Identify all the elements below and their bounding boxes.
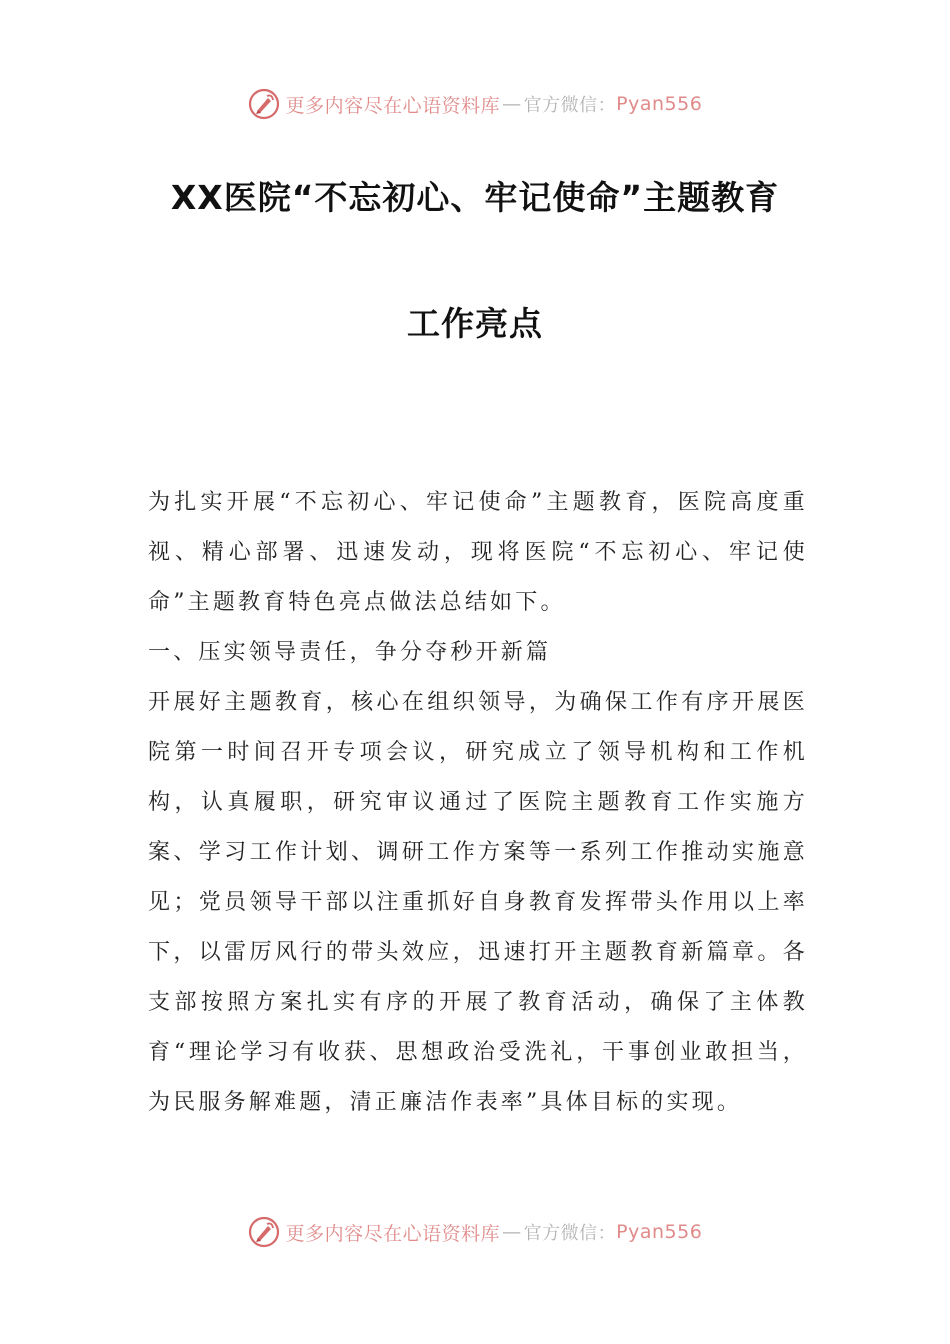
section-heading: 一、压实领导责任，争分夺秒开新篇 bbox=[148, 640, 552, 665]
document-title-line-1: XX医院“不忘初心、牢记使命”主题教育 bbox=[170, 178, 780, 217]
document-body bbox=[148, 478, 808, 1128]
pen-nib-logo-icon bbox=[248, 88, 280, 120]
watermark-wechat-id: Pyan556 bbox=[616, 1221, 703, 1243]
watermark-brand: 更多内容尽在心语资料库 bbox=[285, 94, 501, 117]
body-paragraph: 开展好主题教育，核心在组织领导，为确保工作有序开展医院第一时间召开专项会议，研究成立了领导机构和工作机构，认真履职，研究审议通过了医院主题教育工作实施方案、学习工作计划、调研工作方案等一系列工作推动实施意见；党员领导干部以注重抓好自身教育发挥带头作用以上率下，以雷厉风行的带头效应，迅速打开主题教育新篇章。各支部按照方案扎实有序的开展了教育活动，确保了主体教育“理论学习有收获、思想政治受洗礼，干事创业敢担当，为民服务解难题，清正廉洁作表率”具体目标的实现。 bbox=[148, 690, 808, 1115]
watermark-wechat-label: 官方微信： bbox=[523, 1223, 617, 1244]
watermark-separator: — bbox=[502, 93, 522, 115]
document-title-line-2: 工作亮点 bbox=[407, 304, 543, 343]
watermark-wechat-id: Pyan556 bbox=[616, 93, 703, 115]
footer-watermark bbox=[0, 1212, 950, 1252]
intro-paragraph: 为扎实开展“不忘初心、牢记使命”主题教育，医院高度重视、精心部署、迅速发动，现将医院“不忘初心、牢记使命”主题教育特色亮点做法总结如下。 bbox=[148, 490, 808, 615]
watermark-separator: — bbox=[502, 1221, 522, 1243]
watermark-wechat-label: 官方微信： bbox=[523, 95, 617, 116]
header-watermark bbox=[0, 84, 950, 124]
watermark-brand: 更多内容尽在心语资料库 bbox=[285, 1222, 501, 1245]
pen-nib-logo-icon bbox=[248, 1216, 280, 1248]
